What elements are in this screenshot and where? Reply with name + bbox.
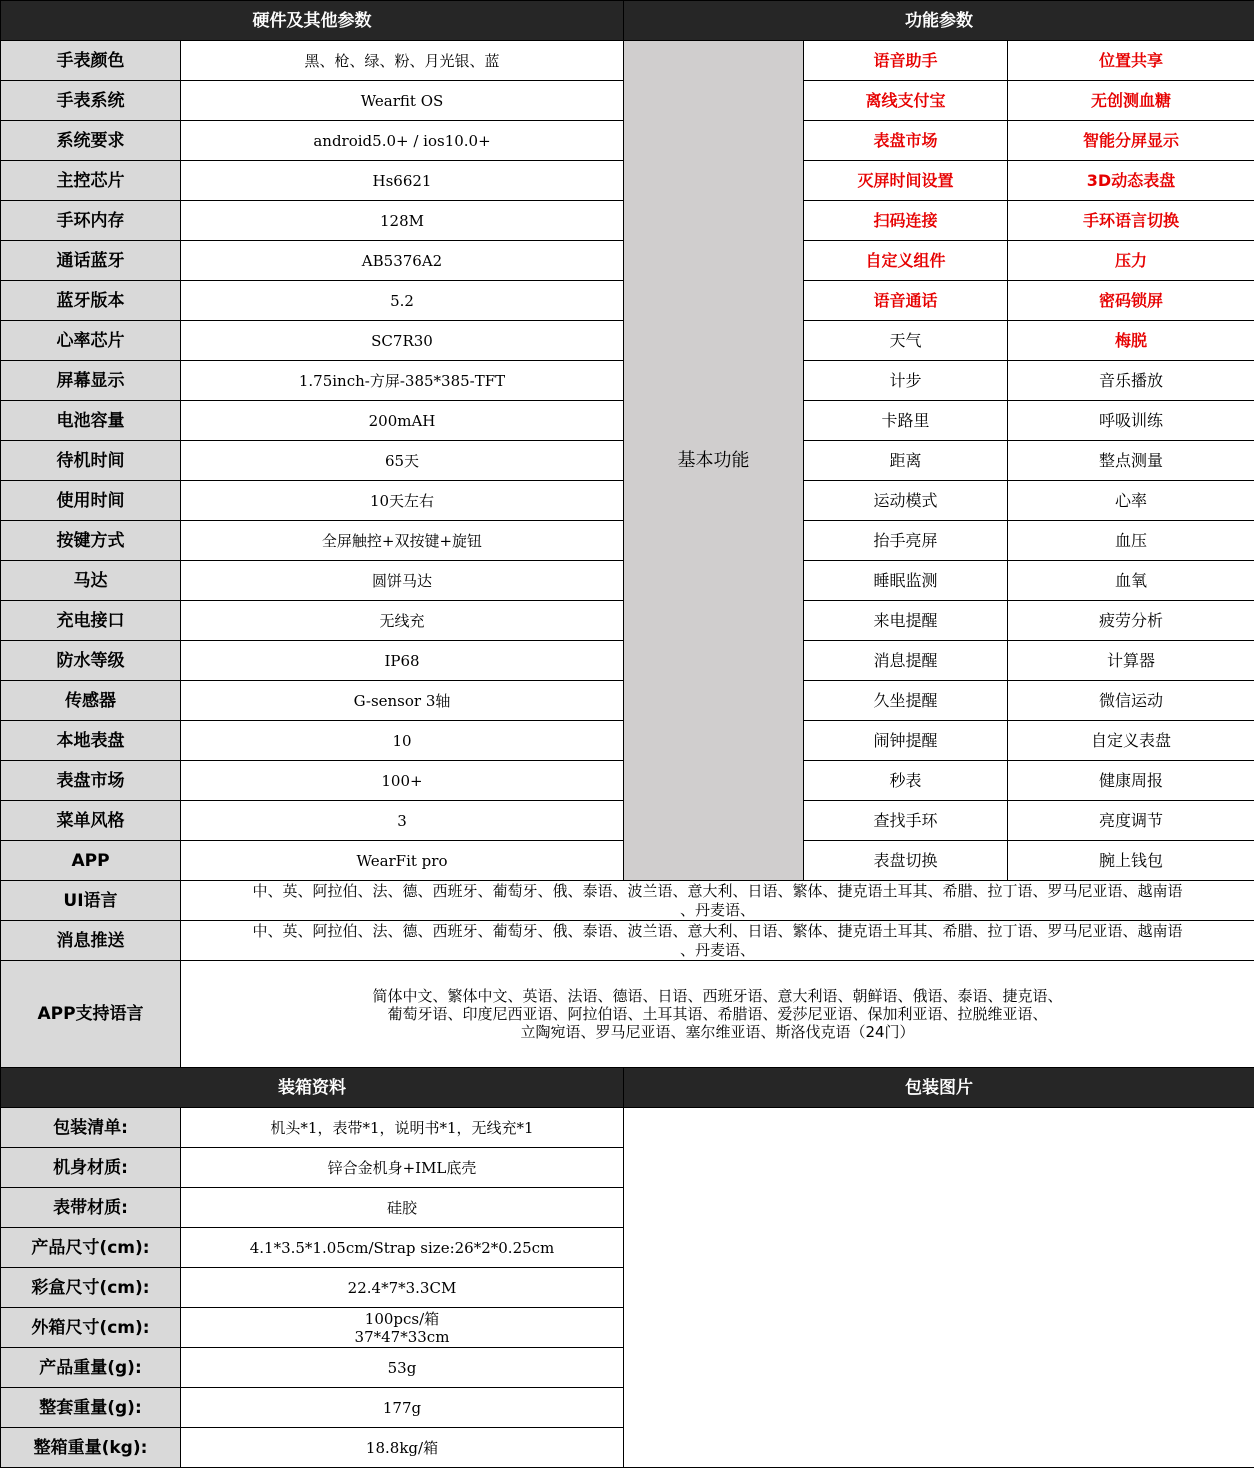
feature-right: 疲劳分析 — [1008, 601, 1254, 641]
feature-right: 亮度调节 — [1008, 801, 1254, 841]
hardware-label: 按键方式 — [1, 521, 181, 561]
feature-left: 语音通话 — [804, 281, 1008, 321]
feature-left: 表盘市场 — [804, 121, 1008, 161]
feature-right: 呼吸训练 — [1008, 401, 1254, 441]
packing-value-line-2: 37*47*33cm — [354, 1327, 450, 1346]
hardware-label: 马达 — [1, 561, 181, 601]
app-language-line-2: 葡萄牙语、印度尼西亚语、阿拉伯语、土耳其语、希腊语、爱莎尼亚语、保加利亚语、拉脱维亚语、 — [387, 1005, 1048, 1023]
hardware-label: 使用时间 — [1, 481, 181, 521]
feature-right: 腕上钱包 — [1008, 841, 1254, 881]
hardware-value: IP68 — [181, 641, 624, 681]
hardware-value: 3 — [181, 801, 624, 841]
header-row-specs — [1, 1, 1254, 41]
hardware-value: Hs6621 — [181, 161, 624, 201]
hardware-label: 充电接口 — [1, 601, 181, 641]
feature-left: 卡路里 — [804, 401, 1008, 441]
hardware-value: 1.75inch-方屏-385*385-TFT — [181, 361, 624, 401]
packing-value: 4.1*3.5*1.05cm/Strap size:26*2*0.25cm — [181, 1228, 624, 1268]
app-language-line-1: 简体中文、繁体中文、英语、法语、德语、日语、西班牙语、意大利语、朝鲜语、俄语、泰语、捷克语、 — [372, 987, 1063, 1005]
hardware-value: 全屏触控+双按键+旋钮 — [181, 521, 624, 561]
hardware-value: AB5376A2 — [181, 241, 624, 281]
feature-right: 压力 — [1008, 241, 1254, 281]
feature-left: 天气 — [804, 321, 1008, 361]
package-image-area — [624, 1108, 1254, 1468]
packing-row — [1, 1108, 1254, 1148]
feature-right: 血氧 — [1008, 561, 1254, 601]
feature-right: 音乐播放 — [1008, 361, 1254, 401]
spec-table-body — [1, 1, 1254, 1468]
hardware-value: 10 — [181, 721, 624, 761]
push-language-value — [181, 921, 1254, 961]
hardware-label: 表盘市场 — [1, 761, 181, 801]
feature-left: 久坐提醒 — [804, 681, 1008, 721]
hardware-value: 黑、枪、绿、粉、月光银、蓝 — [181, 41, 624, 81]
hardware-label: 待机时间 — [1, 441, 181, 481]
packing-label: 机身材质: — [1, 1148, 181, 1188]
packing-label: 产品重量(g): — [1, 1348, 181, 1388]
feature-left: 运动模式 — [804, 481, 1008, 521]
hardware-value: G-sensor 3轴 — [181, 681, 624, 721]
packing-label: 外箱尺寸(cm): — [1, 1308, 181, 1348]
hardware-value: 65天 — [181, 441, 624, 481]
spec-row — [1, 41, 1254, 81]
hardware-label: 屏幕显示 — [1, 361, 181, 401]
packing-header: 装箱资料 — [1, 1068, 624, 1108]
packing-label: 整箱重量(kg): — [1, 1428, 181, 1468]
feature-left: 距离 — [804, 441, 1008, 481]
feature-right: 3D动态表盘 — [1008, 161, 1254, 201]
feature-right: 密码锁屏 — [1008, 281, 1254, 321]
language-row — [1, 881, 1254, 921]
hardware-value: 200mAH — [181, 401, 624, 441]
hardware-label: 主控芯片 — [1, 161, 181, 201]
feature-left: 灭屏时间设置 — [804, 161, 1008, 201]
push-language-line-2: 、丹麦语、 — [680, 940, 756, 959]
feature-left: 表盘切换 — [804, 841, 1008, 881]
packing-label: 整套重量(g): — [1, 1388, 181, 1428]
language-row — [1, 921, 1254, 961]
app-language-row — [1, 961, 1254, 1068]
hardware-label: 电池容量 — [1, 401, 181, 441]
packing-label: 包装清单: — [1, 1108, 181, 1148]
feature-left: 计步 — [804, 361, 1008, 401]
feature-right: 计算器 — [1008, 641, 1254, 681]
hardware-value: android5.0+ / ios10.0+ — [181, 121, 624, 161]
push-language-line-1: 中、英、阿拉伯、法、德、西班牙、葡萄牙、俄、泰语、波兰语、意大利、日语、繁体、捷克语土耳其、希腊、拉丁语、罗马尼亚语、越南语 — [252, 921, 1183, 940]
feature-left: 查找手环 — [804, 801, 1008, 841]
packing-value: 53g — [181, 1348, 624, 1388]
feature-left: 消息提醒 — [804, 641, 1008, 681]
hardware-value: 无线充 — [181, 601, 624, 641]
feature-left: 语音助手 — [804, 41, 1008, 81]
ui-language-label: UI语言 — [1, 881, 181, 921]
package-image-header: 包装图片 — [624, 1068, 1254, 1108]
packing-value: 22.4*7*3.3CM — [181, 1268, 624, 1308]
packing-value: 机头*1，表带*1，说明书*1，无线充*1 — [181, 1108, 624, 1148]
feature-left: 扫码连接 — [804, 201, 1008, 241]
hardware-header: 硬件及其他参数 — [1, 1, 624, 41]
feature-right: 位置共享 — [1008, 41, 1254, 81]
hardware-label: 防水等级 — [1, 641, 181, 681]
packing-value — [181, 1308, 624, 1348]
hardware-value: 100+ — [181, 761, 624, 801]
basic-function-label: 基本功能 — [624, 41, 804, 881]
hardware-value: WearFit pro — [181, 841, 624, 881]
feature-left: 抬手亮屏 — [804, 521, 1008, 561]
hardware-value: SC7R30 — [181, 321, 624, 361]
app-language-value — [181, 961, 1254, 1068]
packing-value-line-1: 100pcs/箱 — [364, 1309, 440, 1328]
function-header: 功能参数 — [624, 1, 1254, 41]
hardware-value: 5.2 — [181, 281, 624, 321]
push-language-label: 消息推送 — [1, 921, 181, 961]
feature-left: 自定义组件 — [804, 241, 1008, 281]
hardware-value: Wearfit OS — [181, 81, 624, 121]
hardware-label: 系统要求 — [1, 121, 181, 161]
packing-label: 表带材质: — [1, 1188, 181, 1228]
hardware-label: 通话蓝牙 — [1, 241, 181, 281]
feature-left: 来电提醒 — [804, 601, 1008, 641]
packing-value: 18.8kg/箱 — [181, 1428, 624, 1468]
app-language-label: APP支持语言 — [1, 961, 181, 1068]
ui-language-value — [181, 881, 1254, 921]
hardware-value: 10天左右 — [181, 481, 624, 521]
feature-right: 手环语言切换 — [1008, 201, 1254, 241]
feature-left: 离线支付宝 — [804, 81, 1008, 121]
feature-right: 梅脱 — [1008, 321, 1254, 361]
feature-right: 无创测血糖 — [1008, 81, 1254, 121]
hardware-label: 蓝牙版本 — [1, 281, 181, 321]
hardware-label: 手表颜色 — [1, 41, 181, 81]
packing-value: 锌合金机身+IML底壳 — [181, 1148, 624, 1188]
packing-value: 177g — [181, 1388, 624, 1428]
feature-right: 健康周报 — [1008, 761, 1254, 801]
ui-language-line-1: 中、英、阿拉伯、法、德、西班牙、葡萄牙、俄、泰语、波兰语、意大利、日语、繁体、捷克语土耳其、希腊、拉丁语、罗马尼亚语、越南语 — [252, 881, 1183, 900]
packing-value: 硅胶 — [181, 1188, 624, 1228]
hardware-label: 传感器 — [1, 681, 181, 721]
feature-right: 血压 — [1008, 521, 1254, 561]
feature-right: 微信运动 — [1008, 681, 1254, 721]
hardware-label: 菜单风格 — [1, 801, 181, 841]
hardware-label: APP — [1, 841, 181, 881]
header-row-packing — [1, 1068, 1254, 1108]
feature-right: 智能分屏显示 — [1008, 121, 1254, 161]
feature-right: 心率 — [1008, 481, 1254, 521]
hardware-label: 心率芯片 — [1, 321, 181, 361]
feature-left: 睡眠监测 — [804, 561, 1008, 601]
hardware-label: 手表系统 — [1, 81, 181, 121]
hardware-value: 圆饼马达 — [181, 561, 624, 601]
feature-right: 自定义表盘 — [1008, 721, 1254, 761]
feature-right: 整点测量 — [1008, 441, 1254, 481]
hardware-label: 手环内存 — [1, 201, 181, 241]
hardware-label: 本地表盘 — [1, 721, 181, 761]
app-language-line-3: 立陶宛语、罗马尼亚语、塞尔维亚语、斯洛伐克语（24门） — [520, 1023, 915, 1041]
ui-language-line-2: 、丹麦语、 — [680, 900, 756, 919]
packing-label: 彩盒尺寸(cm): — [1, 1268, 181, 1308]
hardware-value: 128M — [181, 201, 624, 241]
packing-label: 产品尺寸(cm): — [1, 1228, 181, 1268]
feature-left: 闹钟提醒 — [804, 721, 1008, 761]
feature-left: 秒表 — [804, 761, 1008, 801]
